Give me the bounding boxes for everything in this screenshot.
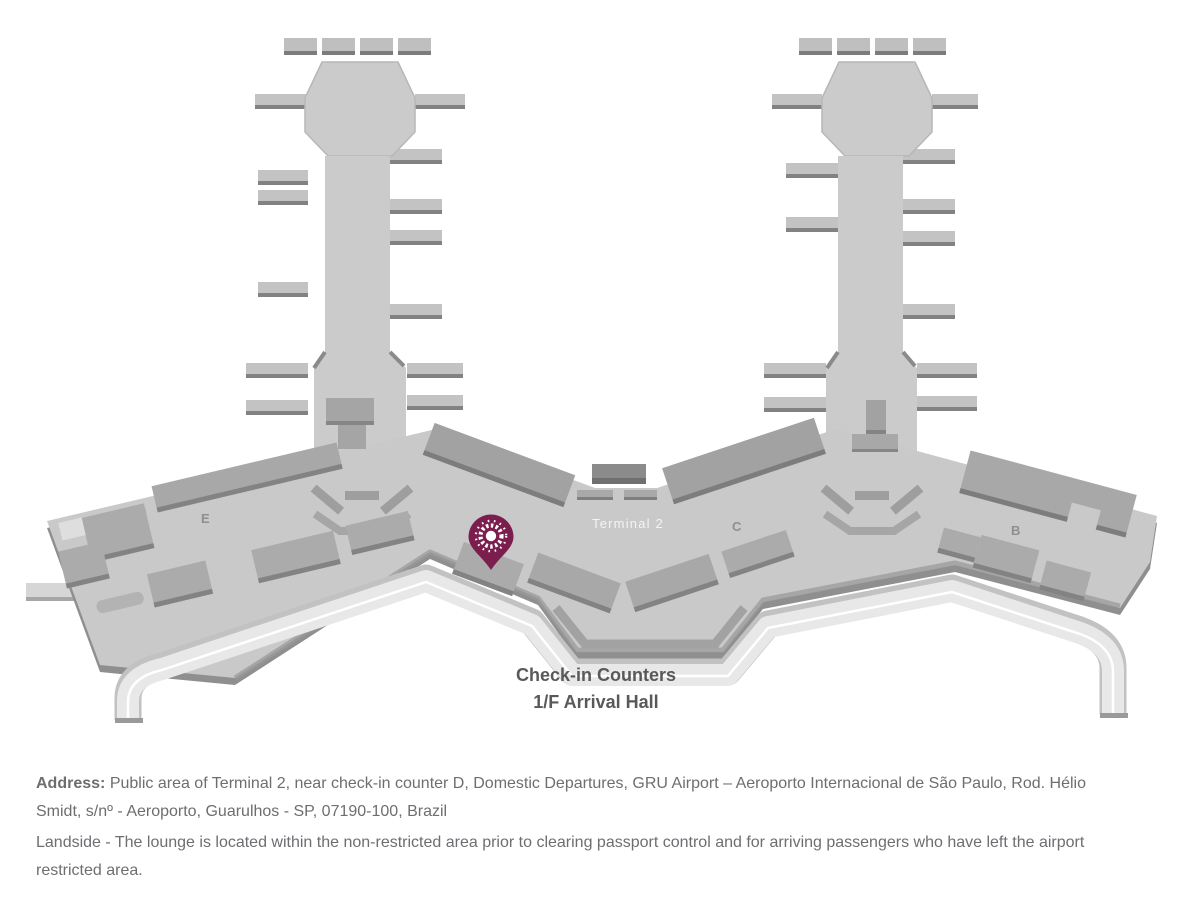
right-pier bbox=[764, 38, 978, 452]
zone-label-b: B bbox=[1011, 523, 1022, 538]
caption-arrival-hall: 1/F Arrival Hall bbox=[533, 692, 659, 712]
right-pier-head bbox=[822, 62, 932, 156]
left-pier-gate-stubs bbox=[284, 38, 431, 55]
road-end-cap-left bbox=[115, 718, 143, 723]
address-line-2: Smidt, s/nº - Aeroporto, Guarulhos - SP, 07190-100, Brazil bbox=[36, 803, 448, 820]
left-pier bbox=[246, 38, 465, 452]
address-line-1: Public area of Terminal 2, near check-in counter D, Domestic Departures, GRU Airport – Aeroporto Internacional de São Paulo, Rod. Hélio bbox=[109, 775, 1087, 792]
landside-paragraph bbox=[36, 829, 1168, 885]
map-caption bbox=[0, 662, 1192, 716]
left-pier-head bbox=[305, 62, 415, 156]
location-info bbox=[36, 770, 1168, 885]
zone-label-c: C bbox=[732, 519, 743, 534]
address-paragraph bbox=[36, 770, 1168, 826]
landside-line-1: Landside - The lounge is located within the non-restricted area prior to clearing passport control and for arriving passengers who have left the airport bbox=[36, 834, 1085, 851]
address-label: Address: bbox=[36, 775, 106, 792]
landside-line-2: restricted area. bbox=[36, 862, 143, 879]
zone-label-e: E bbox=[201, 511, 211, 526]
right-pier-gate-stubs bbox=[799, 38, 946, 55]
caption-checkin-counters: Check-in Counters bbox=[515, 665, 677, 685]
terminal-2-label: Terminal 2 bbox=[592, 516, 664, 531]
